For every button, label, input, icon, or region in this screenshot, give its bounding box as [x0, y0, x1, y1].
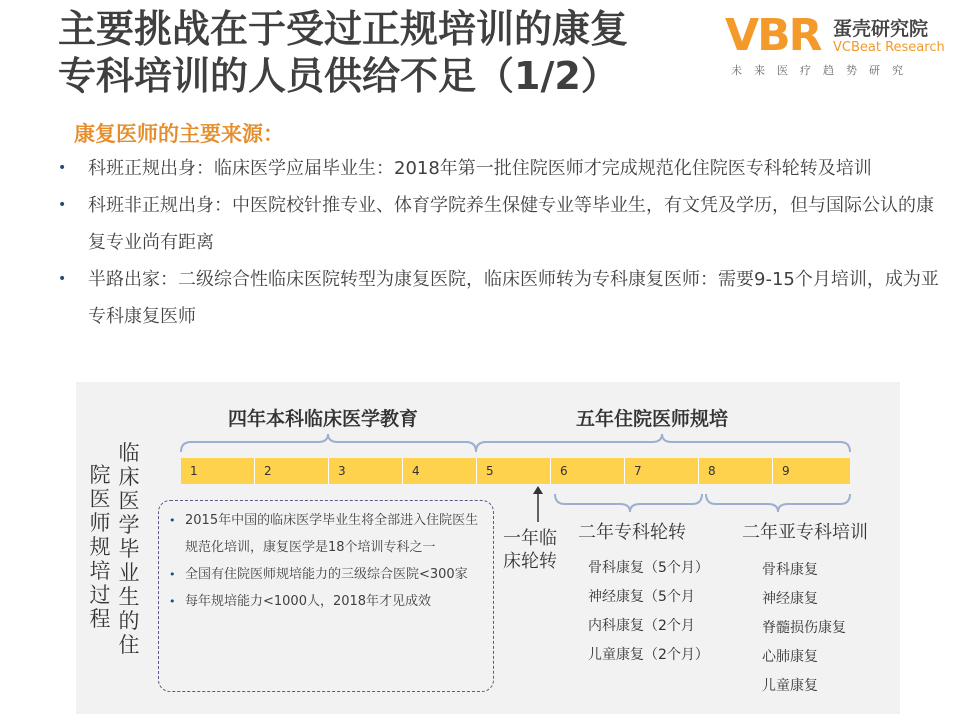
subspecialty-item: 骨科康复 — [762, 562, 818, 578]
bullet-dot-icon: • — [169, 595, 176, 608]
note-item — [169, 507, 485, 561]
bullet-text: 科班非正规出身：中医院校针推专业、体育学院养生保健专业等毕业生，有文凭及学历，但与国际公认的康复专业尚有距离 — [88, 195, 934, 253]
section-subtitle: 康复医师的主要来源： — [74, 122, 284, 146]
bullet-text: 半路出家：二级综合性临床医院转型为康复医院，临床医师转为专科康复医师：需要9-15个月培训，成为亚专科康复医师 — [88, 269, 939, 327]
subspecialty-label: 二年亚专科培训 — [742, 522, 868, 543]
year-one-label-line-2: 床轮转 — [503, 551, 557, 572]
note-text: 全国有住院医师规培能力的三级综合医院<300家 — [185, 567, 468, 582]
year-one-label-line-1: 一年临 — [503, 528, 557, 549]
subspecialty-item: 脊髓损伤康复 — [762, 620, 846, 636]
note-item — [169, 561, 485, 588]
title-line-1: 主要挑战在于受过正规培训的康复 — [58, 7, 629, 51]
subspecialty-item: 心肺康复 — [762, 649, 818, 665]
year-segment: 3 — [329, 458, 403, 484]
subspecialty-bracket — [706, 494, 850, 512]
year-segment: 8 — [699, 458, 773, 484]
year-segment: 7 — [625, 458, 699, 484]
logo-name-cn: 蛋壳研究院 — [833, 18, 929, 40]
rotation-label: 二年专科轮转 — [578, 522, 686, 543]
year-segment: 5 — [477, 458, 551, 484]
logo-letter-r: R — [788, 10, 821, 61]
year-segment: 9 — [782, 464, 790, 478]
subspecialty-item: 神经康复 — [762, 591, 818, 607]
logo-letter-v: V — [725, 10, 758, 61]
rotation-item: 神经康复（5个月 — [588, 589, 695, 605]
year-segment: 2 — [255, 458, 329, 484]
bullet-dot-icon: • — [169, 514, 176, 527]
year-segment: 1 — [181, 458, 255, 484]
note-text: 每年规培能力<1000人，2018年才见成效 — [185, 594, 432, 609]
rotation-item: 骨科康复（5个月） — [588, 560, 709, 576]
bullet-dot-icon: • — [169, 568, 176, 581]
logo-letter-b: B — [757, 10, 789, 61]
note-text: 2015年中国的临床医学毕业生将全部进入住院医生规范化培训，康复医学是18个培训专科之一 — [185, 513, 479, 555]
side-title-col-2: 院医师规培过程 — [89, 463, 111, 631]
logo-name-en: VCBeat Research — [833, 40, 945, 55]
side-title-col-1: 临床医学毕业生的住 — [118, 441, 140, 657]
residency-bracket — [476, 434, 850, 452]
subspecialty-item: 儿童康复 — [762, 678, 818, 694]
note-item — [169, 588, 485, 615]
bullet-dot-icon: • — [58, 197, 67, 213]
undergrad-bracket — [181, 434, 476, 452]
notes-box — [158, 500, 494, 692]
year-segment: 4 — [403, 458, 477, 484]
rotation-item: 内科康复（2个月 — [588, 618, 695, 634]
bullet-dot-icon: • — [58, 271, 67, 287]
rotation-item: 儿童康复（2个月） — [588, 647, 709, 663]
section-residency-label: 五年住院医师规培 — [576, 408, 729, 430]
section-undergrad-label: 四年本科临床医学教育 — [228, 408, 419, 430]
year-segment: 6 — [551, 458, 625, 484]
title-line-2: 专科培训的人员供给不足（1/2） — [58, 54, 619, 98]
logo-tagline: 未来医疗趋势研究 — [731, 64, 915, 77]
year-timeline-bar — [181, 458, 850, 484]
year-one-arrow-icon — [533, 486, 543, 494]
bullet-dot-icon: • — [58, 160, 67, 176]
bullet-text: 科班正规出身：临床医学应届毕业生：2018年第一批住院医师才完成规范化住院医专科轮转及培训 — [88, 158, 872, 179]
rotation-bracket — [555, 494, 702, 512]
